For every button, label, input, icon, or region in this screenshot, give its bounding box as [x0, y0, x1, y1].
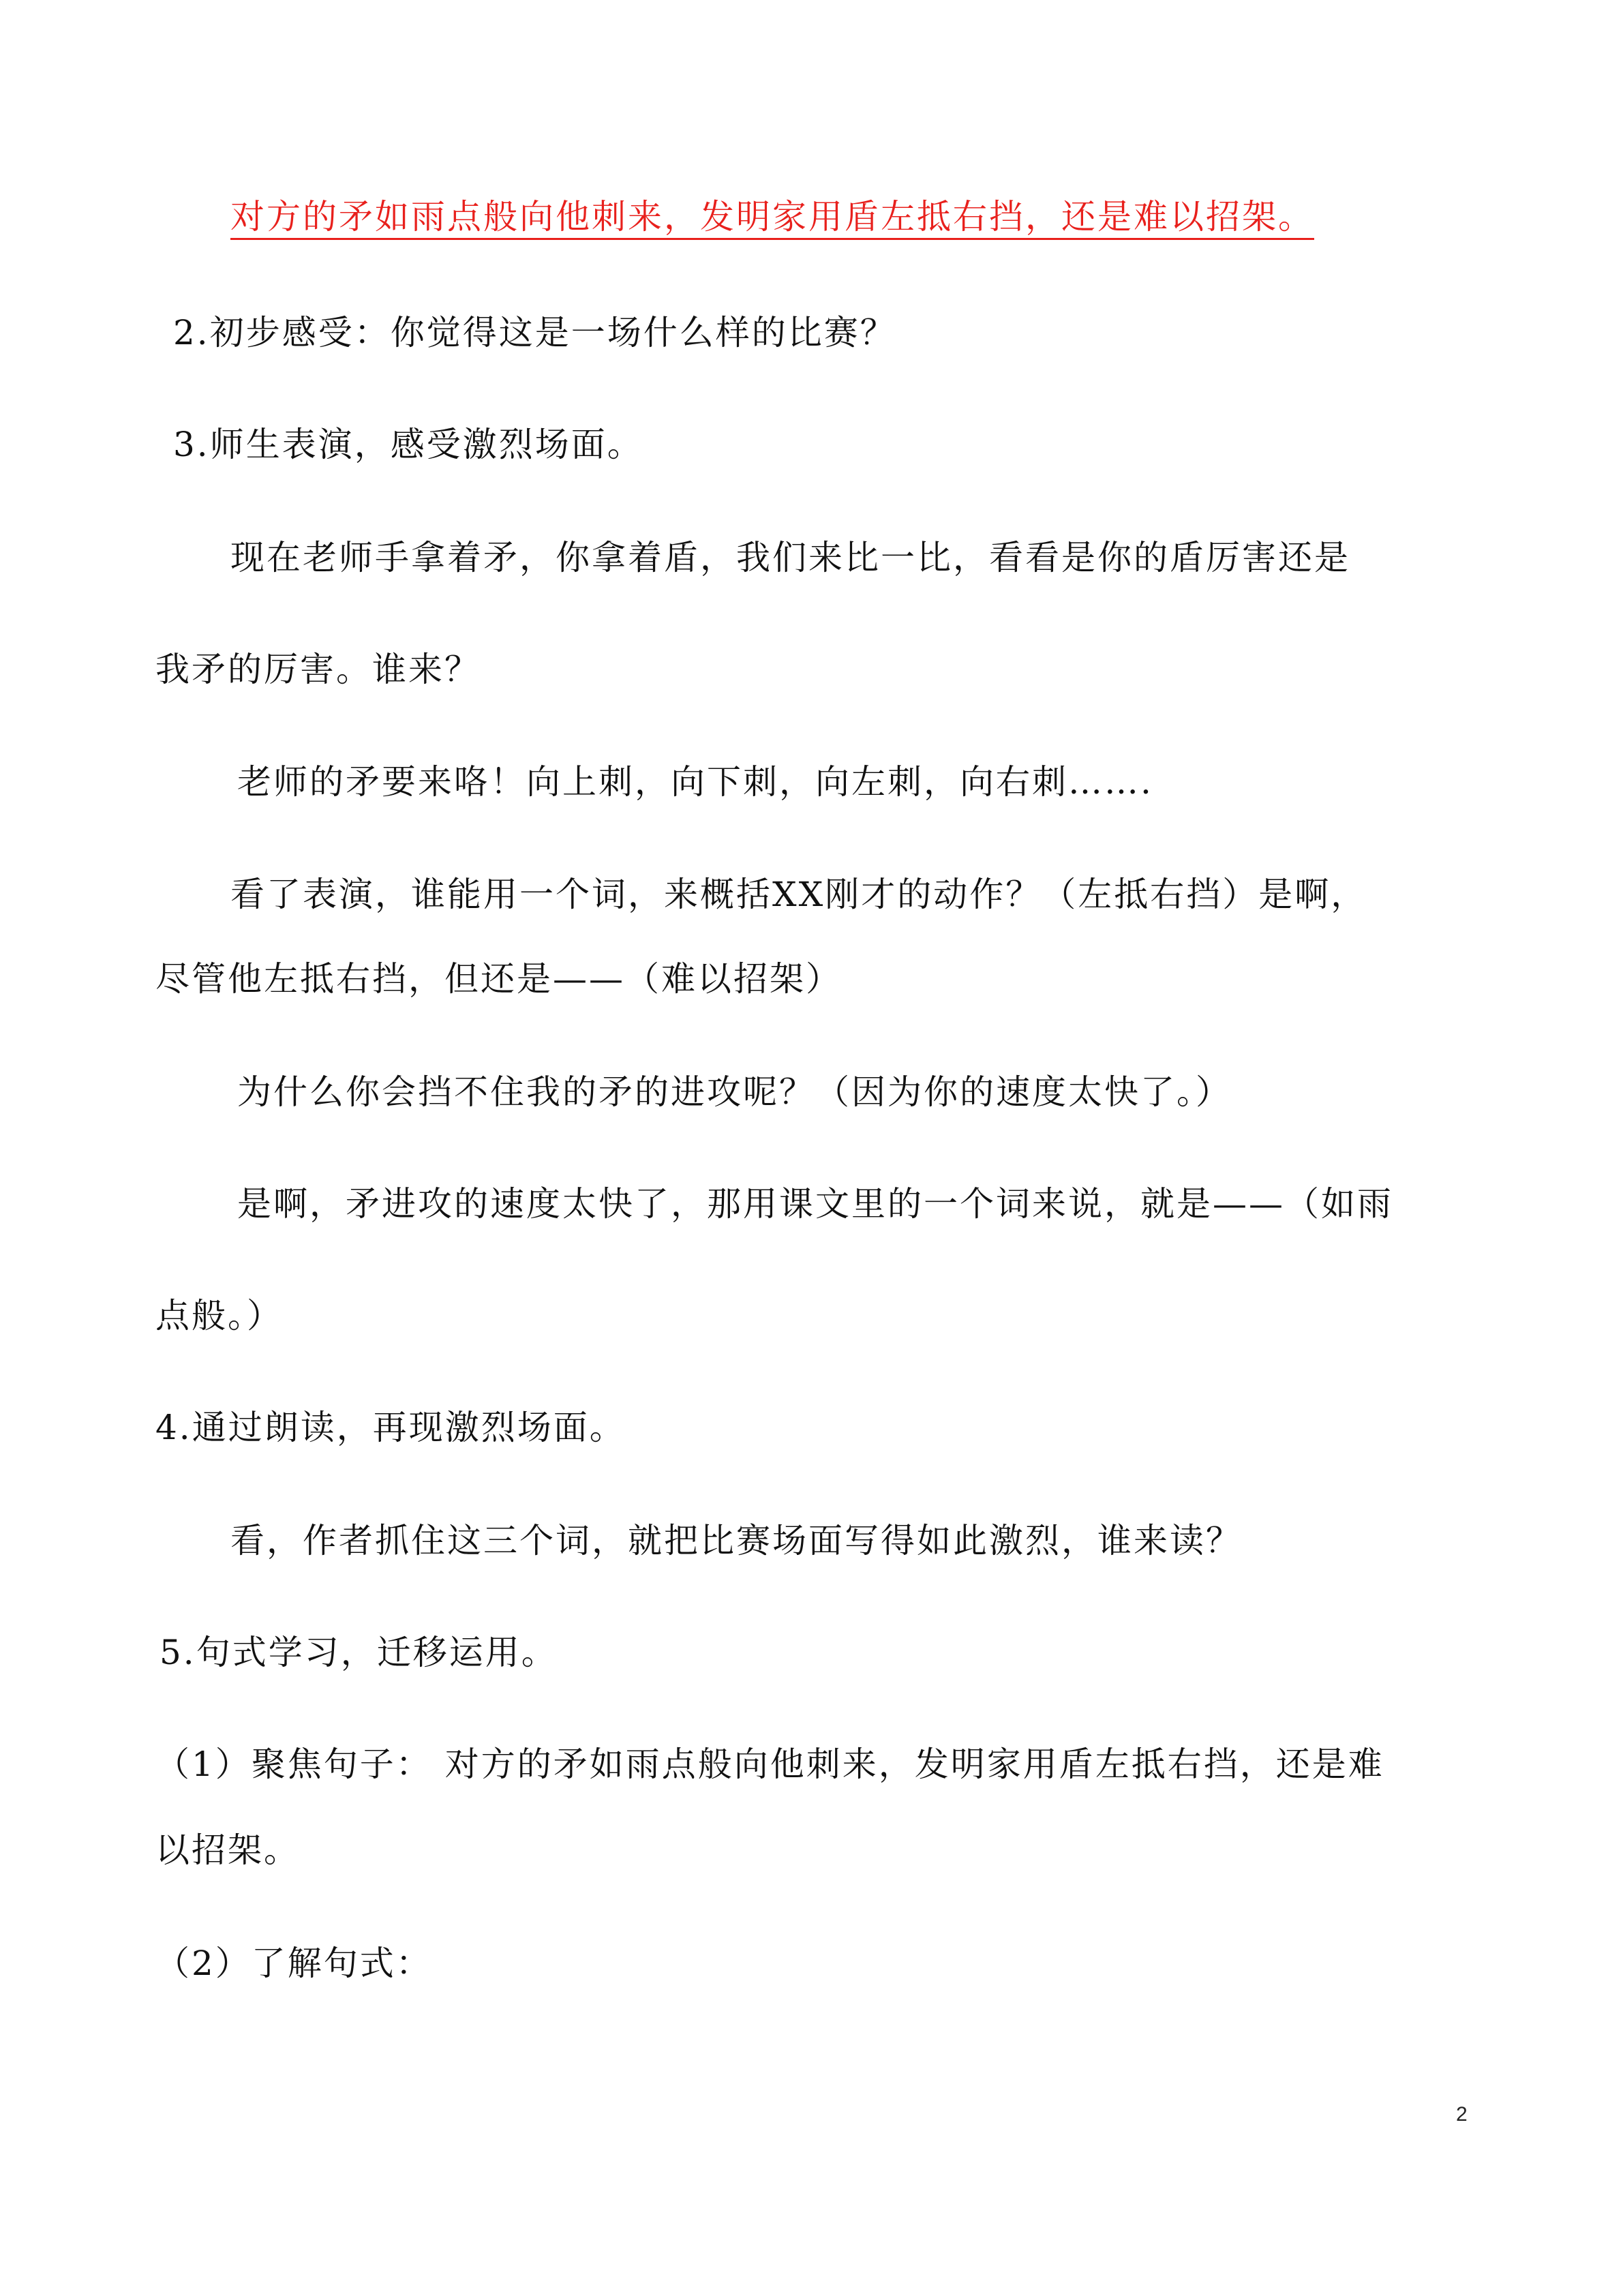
paragraph-line: （1）聚焦句子： 对方的矛如雨点般向他刺来，发明家用盾左抵右挡，还是难 [155, 1744, 1384, 1784]
paragraph-line: 我矛的厉害。谁来？ [155, 650, 481, 689]
section-2-heading: 2.初步感受：你觉得这是一场什么样的比赛？ [173, 313, 896, 352]
page-number: 2 [1456, 2103, 1468, 2126]
paragraph-line: 为什么你会挡不住我的矛的进攻呢？（因为你的速度太快了。） [237, 1072, 1232, 1112]
paragraph-line: 尽管他左抵右挡，但还是——（难以招架） [155, 959, 842, 999]
highlighted-sentence: 对方的矛如雨点般向他刺来，发明家用盾左抵右挡，还是难以招架。 [230, 197, 1314, 237]
paragraph-line: 老师的矛要来咯！向上刺，向下刺，向左刺，向右刺……. [237, 762, 1153, 802]
paragraph-line: 看，作者抓住这三个词，就把比赛场面写得如此激烈，谁来读？ [230, 1521, 1242, 1560]
paragraph-line: 看了表演，谁能用一个词，来概括XX刚才的动作？（左抵右挡）是啊， [230, 875, 1367, 914]
section-5-heading: 5.句式学习，迁移运用。 [160, 1633, 558, 1672]
section-3-heading: 3.师生表演，感受激烈场面。 [173, 425, 643, 464]
section-4-heading: 4.通过朗读，再现激烈场面。 [155, 1408, 626, 1447]
paragraph-line: 是啊，矛进攻的速度太快了，那用课文里的一个词来说，就是——（如雨 [237, 1184, 1393, 1224]
subsection-heading: （2）了解句式： [155, 1944, 432, 1983]
paragraph-line: 现在老师手拿着矛，你拿着盾，我们来比一比，看看是你的盾厉害还是 [230, 538, 1350, 577]
paragraph-line: 以招架。 [155, 1830, 300, 1870]
paragraph-line: 点般。） [155, 1296, 283, 1335]
